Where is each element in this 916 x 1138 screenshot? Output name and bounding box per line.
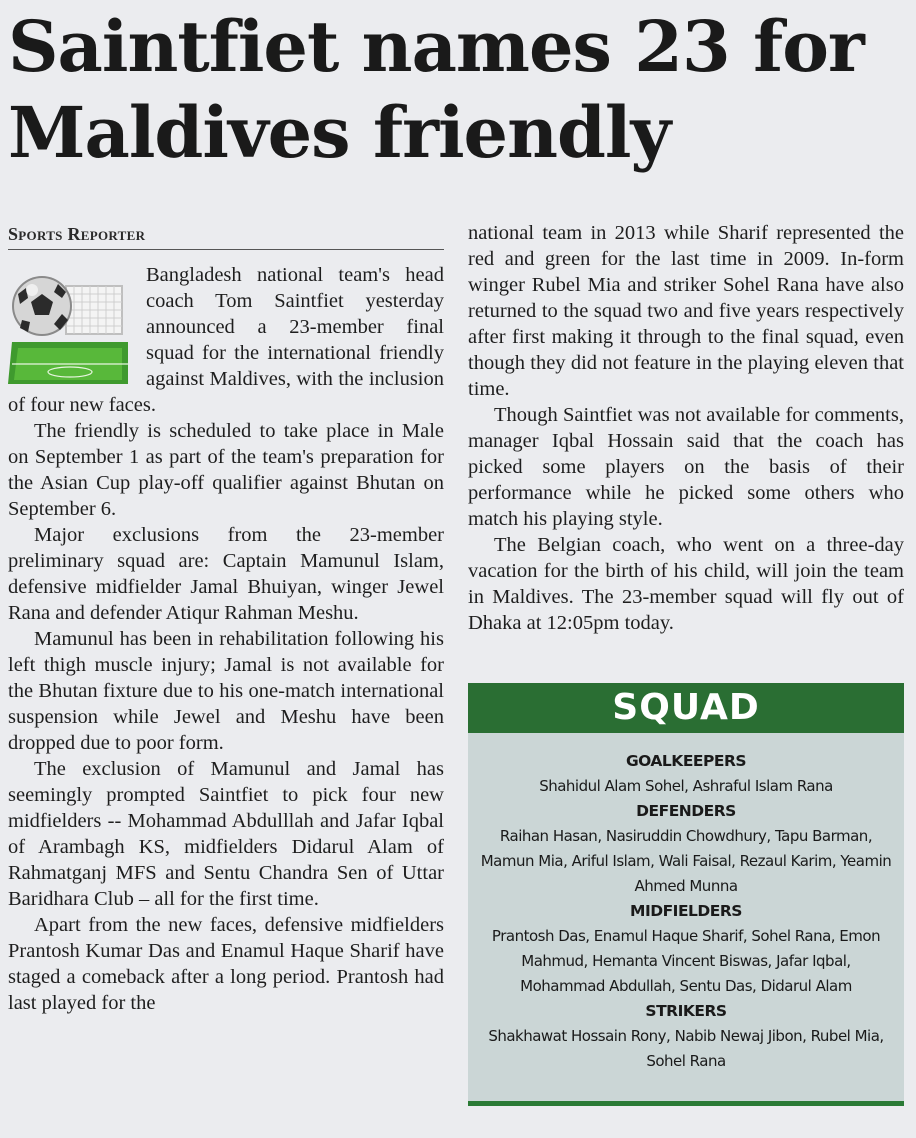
headline-line-1: Saintfiet names 23 for	[8, 5, 864, 88]
squad-section-goalkeepers	[478, 749, 894, 799]
article-paragraph: The Belgian coach, who went on a three-day vacation for the birth of his child, will join the team in Maldives. The 23-member squad will fly out of Dhaka at 12:05pm today.	[468, 534, 904, 634]
article-paragraph: The friendly is scheduled to take place in Male on September 1 as part of the team's preparation for the Asian Cup play-off qualifier against Bhutan on September 6.	[8, 420, 444, 520]
squad-section-strikers	[478, 999, 894, 1074]
squad-section-defenders	[478, 799, 894, 899]
headline-line-2: Maldives friendly	[8, 91, 671, 174]
article-paragraph: national team in 2013 while Sharif represented the red and green for the last time in 2009. In-form winger Rubel Mia and striker Sohel Rana have also returned to the squad two and five years respectively after first making it through to the final squad, even though they did not feature in the playing eleven that time.	[468, 222, 904, 400]
article-paragraph: Though Saintfiet was not available for comments, manager Iqbal Hossain said that the coach has picked some players on the basis of their performance while he picked some others who match his playing style.	[468, 404, 904, 530]
article-column-left	[8, 262, 444, 1016]
squad-heading: DEFENDERS	[636, 802, 736, 820]
squad-names: Raihan Hasan, Nasiruddin Chowdhury, Tapu Barman, Mamun Mia, Ariful Islam, Wali Faisal, Rezaul Karim, Yeamin Ahmed Munna	[480, 827, 892, 895]
squad-names: Prantosh Das, Enamul Haque Sharif, Sohel Rana, Emon Mahmud, Hemanta Vincent Biswas, Jafar Iqbal, Mohammad Abdullah, Sentu Das, Didarul Alam	[491, 927, 881, 995]
byline: Sports Reporter	[8, 224, 444, 250]
squad-title: SQUAD	[468, 683, 904, 733]
football-goal-icon	[8, 264, 132, 388]
article-paragraph: Major exclusions from the 23-member preliminary squad are: Captain Mamunul Islam, defensive midfielder Jamal Bhuiyan, winger Jewel Rana and defender Atiqur Rahman Meshu.	[8, 524, 444, 624]
squad-section-midfielders	[478, 899, 894, 999]
squad-list	[468, 733, 904, 1074]
article-paragraph: Mamunul has been in rehabilitation following his left thigh muscle injury; Jamal is not available for the Bhutan fixture due to his one-match international suspension while Jewel and Meshu have been dropped due to poor form.	[8, 628, 444, 754]
squad-names: Shahidul Alam Sohel, Ashraful Islam Rana	[539, 777, 833, 795]
squad-names: Shakhawat Hossain Rony, Nabib Newaj Jibon, Rubel Mia, Sohel Rana	[488, 1027, 884, 1070]
article-paragraph: The exclusion of Mamunul and Jamal has seemingly prompted Saintfiet to pick four new midfielders -- Mohammad Abdulllah and Jafar Iqbal of Arambagh KS, midfielders Didarul Alam of Rahmatganj MFS and Sentu Chandra Sen of Uttar Baridhara Club – all for the first time.	[8, 758, 444, 910]
article-paragraph: Bangladesh national team's head coach Tom Saintfiet yesterday announced a 23-member final squad for the international friendly against Maldives, with the inclusion of four new faces.	[8, 264, 444, 416]
squad-heading: GOALKEEPERS	[625, 752, 747, 770]
squad-heading: MIDFIELDERS	[630, 902, 742, 920]
article-paragraph: Apart from the new faces, defensive midfielders Prantosh Kumar Das and Enamul Haque Sharif have staged a comeback after a long period. Prantosh had last played for the	[8, 914, 444, 1014]
squad-box	[468, 683, 904, 1106]
article-column-right	[468, 220, 904, 636]
headline	[8, 4, 913, 176]
squad-heading: STRIKERS	[645, 1002, 727, 1020]
